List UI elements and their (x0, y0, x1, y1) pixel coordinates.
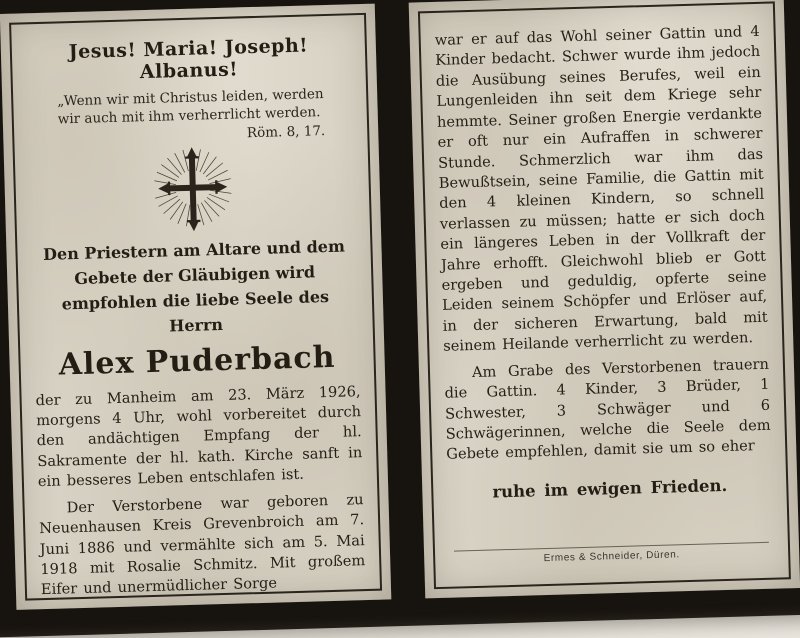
invocation-text: Jesus! Maria! Joseph! Albanus! (68, 34, 309, 84)
dedication-line: Gebete der Gläubigen wird (74, 262, 316, 289)
page-right-frame (418, 1, 791, 589)
page-left (0, 4, 391, 610)
obituary-paragraph-mourners: Am Grabe des Verstorbenen trauern die Gattin. 4 Kinder, 3 Brüder, 1 Schwester, 3 Schwäger und 6 Schwägerinnen, welche die Seele dem Gebete empfehlen, damit sie um so eher (444, 355, 771, 464)
obituary-paragraph-life: Der Verstorbene war geboren zu Neuenhausen Kreis Grevenbroich am 7. Juni 1886 und vermählte sich am 5. Mai 1918 mit Rosalie Schmitz. Mit großem Eifer und unermüdlicher Sorge (38, 490, 366, 599)
cross-icon (29, 139, 357, 244)
printer-credit: Ermes & Schneider, Düren. (543, 549, 680, 565)
dedication-text (31, 235, 359, 343)
obituary-paragraph-continued: war er auf das Wohl seiner Gattin und 4 Kinder bedacht. Schwer wurde ihm jedoch die Ausübung seines Berufes, weil ein Lungenleiden ihn seit dem Kriege sehr hemmte. Seiner großen Energie verdankte er oft nur ein Aufraffen in schwerer Stunde. Schmerzlich war ihm das Bewußtsein, seine Familie, die Gattin mit den 4 kleinen Kindern, so schnell verlassen zu müssen; hatte er sich doch ein längeres Leben in der Vollkraft der Jahre erhofft. Gleichwohl blieb er Gott ergeben und geduldig, opferte seine Leiden seinem Schöpfer und Erlöser auf, in der sicheren Erwartung, bald mit seinem Heilande verherrlicht zu werden. (434, 22, 768, 356)
deceased-name: Alex Puderbach (58, 339, 336, 383)
closing-line: ruhe im ewigen Frieden. (492, 475, 728, 502)
scripture-quote: „Wenn wir mit Christus leiden, werden wir auch mit ihm verherrlicht werden. (57, 86, 324, 128)
obituary-paragraph-death: der zu Manheim am 23. März 1926, morgens 4 Uhr, wohl vorbereitet durch den andächtigen Empfang der hl. Sakramente der hl. kath. Kirche sanft in ein besseres Leben entschlafen ist. (35, 382, 363, 491)
dedication-line: empfohlen die liebe Seele des Herrn (61, 287, 330, 336)
page-left-frame (9, 13, 382, 601)
dedication-line: Den Priestern am Altare und dem (42, 236, 346, 265)
scripture-citation: Röm. 8, 17. (246, 123, 326, 142)
page-right (409, 0, 800, 598)
